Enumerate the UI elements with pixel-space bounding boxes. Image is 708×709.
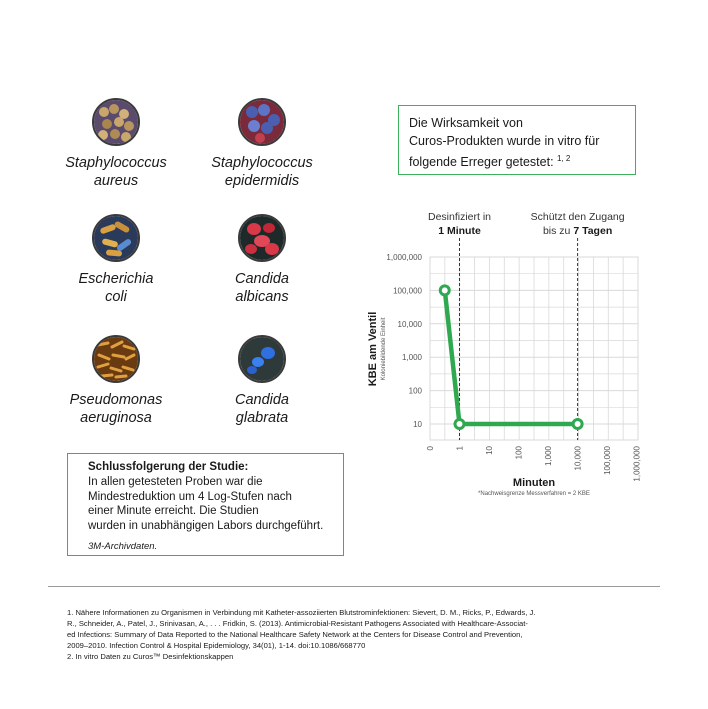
data-point (440, 286, 449, 295)
info-footnote-ref: 1, 2 (557, 154, 571, 163)
conclusion-line: In allen getesteten Proben war die (88, 476, 263, 488)
organism-name-line2: albicans (235, 289, 289, 305)
organism-name-line1: Pseudomonas (69, 392, 163, 408)
organism-name-line2: coli (105, 289, 127, 305)
annotation-bold: 1 Minute (438, 225, 481, 237)
x-tick-label: 10,000 (573, 446, 583, 471)
annotation-value (438, 225, 481, 237)
footnote-line: 2. In vitro Daten zu Curos™ Desinfektionskappen (67, 652, 234, 661)
footnote-line: ed Infections: Summary of Data Reported to the National Healthcare Safety Network at the Centers for Disease Control and Prevention, (67, 630, 523, 639)
x-axis-title: Minuten (512, 477, 556, 489)
x-tick-label: 10 (485, 446, 494, 455)
x-tick-label: 1,000,000 (632, 446, 642, 482)
x-tick-label: 1 (455, 446, 465, 451)
annotation-label: Schützt den Zugang (530, 211, 625, 223)
footnote-line: 2009–2010. Infection Control & Hospital Epidemiology, 34(01), 1-14. doi:10.1086/668770 (67, 641, 366, 650)
y-axis-title: KBE am Ventil (367, 311, 379, 387)
organism-name-line2: aureus (93, 173, 139, 189)
x-tick-label: 1,000 (544, 446, 553, 467)
organism-name-line1: Staphylococcus (65, 155, 167, 171)
conclusion-source: 3M-Archivdaten. (88, 541, 158, 552)
x-axis-note: *Nachweisgrenze Messverfahren = 2 KBE (478, 491, 590, 497)
organism-name-line1: Staphylococcus (211, 155, 313, 171)
x-tick-label: 100,000 (603, 446, 612, 475)
organism-name-line1: Candida (234, 392, 289, 408)
x-tick-label: 100 (514, 446, 524, 460)
y-tick-label: 100 (408, 386, 422, 396)
study-conclusion-box (67, 453, 344, 556)
conclusion-line: Mindestreduktion um 4 Log-Stufen nach (88, 490, 292, 503)
info-line-3-text: folgende Erreger getestet: (409, 155, 554, 170)
y-tick-label: 1,000,000 (386, 253, 422, 262)
conclusion-line: einer Minute erreicht. Die Studien (88, 505, 259, 517)
organism-name-line2: aeruginosa (80, 410, 152, 426)
annotation-bold: 7 Tagen (573, 225, 613, 237)
y-tick-label: 10,000 (397, 319, 422, 329)
info-line-2: Curos-Produkten wurde in vitro für (409, 134, 600, 148)
conclusion-line: wurden in unabhängigen Labors durchgeführt. (88, 519, 324, 532)
organism-name-line2: epidermidis (224, 173, 300, 189)
conclusion-title: Schlussfolgerung der Studie: (88, 461, 249, 473)
data-point (455, 420, 464, 429)
organism-name-line2: glabrata (235, 410, 289, 426)
footnote-divider (48, 586, 660, 587)
footnotes (67, 607, 667, 662)
y-tick-label: 100,000 (393, 286, 422, 296)
annotation-label: Desinfiziert in (427, 211, 492, 223)
data-point (573, 420, 582, 429)
footnote-line: 1. Nähere Informationen zu Organismen in Verbindung mit Katheter-assoziierten Blutstrominfektionen: Sievert, D. M., Ricks, P., Edwards, J. (67, 608, 536, 617)
x-tick-label: 0 (426, 446, 435, 451)
y-tick-label: 1,000 (401, 353, 422, 363)
organism-name-line1: Candida (234, 271, 289, 287)
info-line-1: Die Wirksamkeit von (409, 116, 523, 130)
footnote-line: R., Schneider, A., Patel, J., Srinivasan, A., . . . Fridkin, S. (2013). Antimicrobial-Resistant Pathogens Associated with Healthcare-Associat- (67, 619, 528, 628)
y-axis-subtitle: Koloniebildende Einheit (381, 317, 387, 381)
organism-name-line1: Escherichia (78, 271, 154, 287)
y-tick-label: 10 (413, 420, 422, 429)
annotation-value (543, 225, 612, 237)
annotation-prefix: bis zu (542, 225, 574, 237)
